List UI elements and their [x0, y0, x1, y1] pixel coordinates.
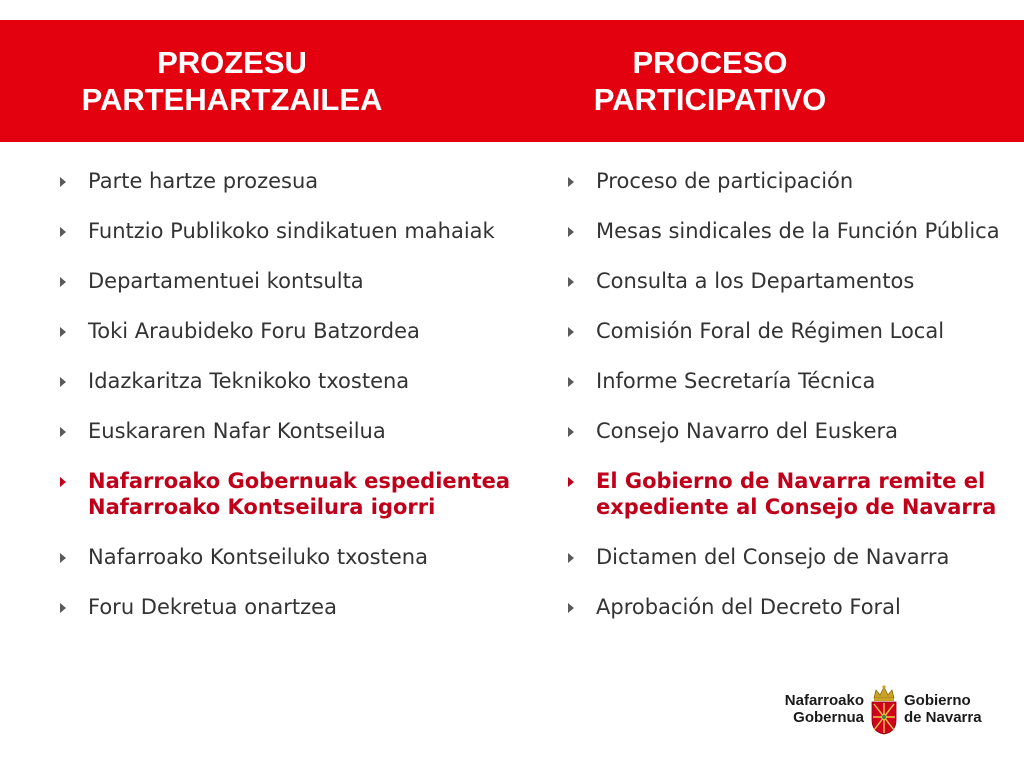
list-item — [58, 318, 528, 344]
list-item — [58, 418, 528, 444]
list-item — [58, 268, 528, 294]
bullet-arrow-icon — [568, 327, 574, 337]
basque-steps-list — [58, 168, 528, 644]
list-item-text: Toki Araubideko Foru Batzordea — [88, 319, 420, 343]
bullet-arrow-icon — [60, 327, 66, 337]
bullet-arrow-icon — [568, 277, 574, 287]
list-item — [566, 468, 1006, 520]
list-item-text: Departamentuei kontsulta — [88, 269, 364, 293]
left-column-title — [22, 44, 442, 118]
bullet-arrow-icon — [568, 427, 574, 437]
bullet-arrow-icon — [60, 427, 66, 437]
bullet-arrow-icon — [60, 227, 66, 237]
list-item — [58, 168, 528, 194]
list-item-text: Nafarroako Kontseiluko txostena — [88, 545, 428, 569]
government-logo — [780, 680, 990, 740]
list-item-text: Consulta a los Departamentos — [596, 269, 915, 293]
left-title-line1: PROZESU — [157, 45, 307, 80]
list-item-text: Mesas sindicales de la Función Pública — [596, 219, 1000, 243]
bullet-arrow-icon — [60, 277, 66, 287]
right-title-line2: PARTICIPATIVO — [593, 82, 827, 117]
list-item-text: Idazkaritza Teknikoko txostena — [88, 369, 410, 393]
list-item-text: Comisión Foral de Régimen Local — [596, 319, 945, 343]
list-item — [566, 594, 1006, 620]
list-item — [58, 368, 528, 394]
bullet-arrow-icon — [60, 553, 66, 563]
list-item — [566, 418, 1006, 444]
logo-spanish-text — [904, 692, 994, 726]
logo-left-line1: Nafarroako — [784, 692, 864, 709]
list-item-text: Consejo Navarro del Euskera — [596, 419, 898, 443]
list-item-text: Euskararen Nafar Kontseilua — [88, 419, 386, 443]
logo-right-line1: Gobierno — [904, 692, 971, 709]
right-title-line1: PROCESO — [632, 45, 788, 80]
bullet-arrow-icon — [60, 177, 66, 187]
list-item-text: Aprobación del Decreto Foral — [596, 595, 901, 619]
list-item-text: El Gobierno de Navarra remite el expediente al Consejo de Navarra — [596, 469, 997, 519]
list-item-text: Informe Secretaría Técnica — [596, 369, 876, 393]
bullet-arrow-icon — [60, 603, 66, 613]
list-item — [566, 368, 1006, 394]
list-item-text: Foru Dekretua onartzea — [88, 595, 337, 619]
list-item-text: Funtzio Publikoko sindikatuen mahaiak — [88, 219, 495, 243]
logo-basque-text — [780, 692, 864, 726]
bullet-arrow-icon — [568, 227, 574, 237]
list-item — [566, 544, 1006, 570]
left-title-line2: PARTEHARTZAILEA — [81, 82, 383, 117]
bullet-arrow-icon — [568, 553, 574, 563]
list-item — [566, 318, 1006, 344]
bullet-arrow-icon — [60, 377, 66, 387]
list-item-text: Dictamen del Consejo de Navarra — [596, 545, 950, 569]
list-item — [566, 168, 1006, 194]
list-item — [566, 268, 1006, 294]
list-item-text: Proceso de participación — [596, 169, 854, 193]
spanish-steps-list — [566, 168, 1006, 644]
list-item-text: Nafarroako Gobernuak espedientea Nafarroako Kontseilura igorri — [88, 469, 511, 519]
list-item — [58, 218, 528, 244]
bullet-arrow-icon — [568, 177, 574, 187]
navarra-coat-of-arms-icon — [868, 684, 900, 736]
bullet-arrow-icon — [568, 603, 574, 613]
list-item — [566, 218, 1006, 244]
right-column-title — [500, 44, 920, 118]
logo-right-line2: de Navarra — [904, 709, 982, 726]
bullet-arrow-icon — [568, 477, 574, 487]
list-item — [58, 468, 528, 520]
logo-left-line2: Gobernua — [793, 709, 864, 726]
list-item — [58, 544, 528, 570]
bullet-arrow-icon — [60, 477, 66, 487]
list-item — [58, 594, 528, 620]
bullet-arrow-icon — [568, 377, 574, 387]
list-item-text: Parte hartze prozesua — [88, 169, 319, 193]
